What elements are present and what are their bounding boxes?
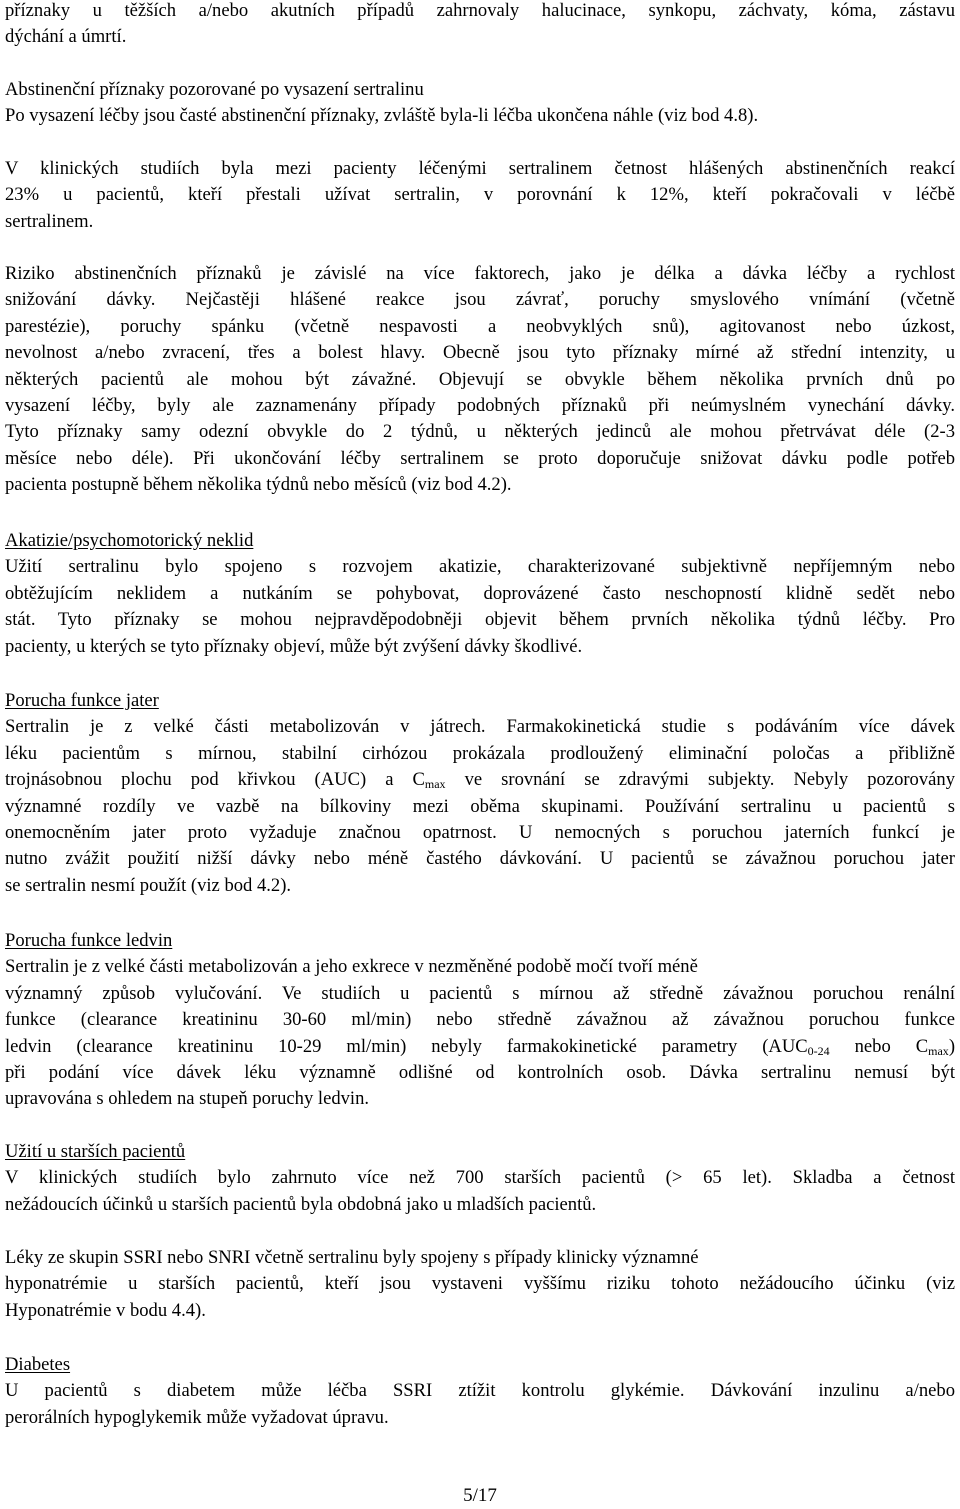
text-line: snižování dávky. Nejčastěji hlášené reakce jsou závrať, poruchy smyslového vnímání (včetně	[5, 289, 955, 311]
page-number: 5/17	[463, 1485, 497, 1506]
section-akathisia	[5, 528, 955, 660]
text-line: nutno zvážit použití nižší dávky nebo méně častého dávkování. U pacientů se závažnou poruchou jater	[5, 848, 955, 870]
section-heading: Akatizie/psychomotorický neklid	[5, 530, 254, 551]
text-line: U pacientů s diabetem může léčba SSRI ztížit kontrolu glykémie. Dávkování inzulinu a/nebo	[5, 1380, 955, 1402]
text-line: stát. Tyto příznaky se mohou nejpravděpodobněji objevit během prvních několika týdnů léčby. Pro	[5, 609, 955, 631]
subscript: 0-24	[807, 1043, 830, 1058]
text-line: obtěžujícím neklidem a nutkáním se pohybovat, doprovázené často neschopností klidně sedět nebo	[5, 582, 955, 604]
text-line: při podání více dávek léku významně odlišné od kontrolních osob. Dávka sertralinu nemusí být	[5, 1062, 955, 1084]
text-line: Tyto příznaky samy odezní obvykle do 2 týdnů, u některých jedinců ale mohou přetrvávat déle (2-3	[5, 421, 955, 443]
text-line: nežádoucích účinků u starších pacientů byla obdobná jako u mladších pacientů.	[5, 1193, 597, 1215]
section-withdrawal	[5, 77, 955, 130]
text-fragment: )	[948, 1035, 956, 1057]
text-line: některých pacientů ale mohou být závažné. Objevují se obvykle během několika prvních dnů po	[5, 368, 955, 390]
text-line: významné rozdíly ve vazbě na bílkoviny mezi oběma skupinami. Používání sertralinu u pacientů s	[5, 795, 955, 817]
withdrawal-paragraph-2	[5, 156, 955, 235]
text-line: parestézie), poruchy spánku (včetně nespavosti a neobvyklých snů), agitovanost nebo úzkost,	[5, 315, 955, 337]
text-line: se sertralin nesmí použít (viz bod 4.2).	[5, 874, 292, 896]
text-line-with-subscript	[5, 1034, 955, 1060]
text-line: perorálních hypoglykemik může vyžadovat úpravu.	[5, 1406, 389, 1428]
section-heading: Užití u starších pacientů	[5, 1141, 186, 1162]
section-diabetes	[5, 1352, 955, 1431]
subscript: max	[424, 777, 446, 792]
section-heading: Abstinenční příznaky pozorované po vysazení sertralinu	[5, 79, 424, 100]
section-kidney	[5, 928, 955, 1113]
text-line: léku pacientům s mírnou, stabilní cirhózou prokázala prodloužený eliminační poločas a přibližně	[5, 742, 955, 764]
text-line: Sertralin je z velké části metabolizován v játrech. Farmakokinetická studie s podáváním více dávek	[5, 716, 955, 738]
text-line: funkce (clearance kreatininu 30-60 ml/min) nebo středně závažnou až závažnou poruchou funkce	[5, 1009, 955, 1031]
section-elderly	[5, 1139, 955, 1218]
withdrawal-paragraph-3	[5, 261, 955, 499]
text-line: sertralinem.	[5, 210, 94, 232]
subscript: max	[928, 1043, 949, 1058]
text-line: Riziko abstinenčních příznaků je závislé na více faktorech, jako je délka a dávka léčby a rychlost	[5, 263, 955, 284]
intro-paragraph	[5, 0, 955, 51]
section-heading: Diabetes	[5, 1354, 71, 1375]
text-line: příznaky u těžších a/nebo akutních případů zahrnovaly halucinace, synkopu, záchvaty, kóma, zástavu	[5, 0, 955, 21]
text-line: pacienta postupně během několika týdnů nebo měsíců (viz bod 4.2).	[5, 474, 512, 496]
section-liver	[5, 688, 955, 899]
text-line: pacienty, u kterých se tyto příznaky objeví, může být zvýšení dávky škodlivé.	[5, 635, 583, 657]
text-fragment: ve srovnání se zdravými subjekty. Nebyly pozorovány	[445, 769, 955, 791]
section-heading: Porucha funkce ledvin	[5, 930, 173, 951]
text-fragment: nebo C	[829, 1035, 929, 1057]
text-line: Užití sertralinu bylo spojeno s rozvojem akatizie, charakterizované subjektivně nepříjemným nebo	[5, 556, 955, 578]
text-line: upravována s ohledem na stupeň poruchy ledvin.	[5, 1088, 370, 1110]
text-line: dýchání a úmrtí.	[5, 26, 127, 48]
section-heading: Porucha funkce jater	[5, 690, 159, 711]
text-line: Po vysazení léčby jsou časté abstinenční příznaky, zvláště byla-li léčba ukončena náhle (viz bod 4.8).	[5, 105, 759, 127]
text-line: hyponatrémie u starších pacientů, kteří jsou vystaveni vyššímu riziku tohoto nežádoucího účinku (viz	[5, 1273, 955, 1295]
text-line: Sertralin je z velké části metabolizován a jeho exkrece v nezměněné podobě močí tvoří méně	[5, 956, 698, 978]
text-line: měsíce nebo déle). Při ukončování léčby sertralinem se proto doporučuje snižovat dávku podle potřeb	[5, 447, 955, 469]
text-line: V klinických studiích bylo zahrnuto více než 700 starších pacientů (> 65 let). Skladba a četnost	[5, 1167, 955, 1189]
text-line: Léky ze skupin SSRI nebo SNRI včetně sertralinu byly spojeny s případy klinicky významné	[5, 1247, 699, 1268]
text-line: onemocněním jater proto vyžaduje značnou opatrnost. U nemocných s poruchou jaterních funkcí je	[5, 822, 955, 844]
text-fragment: trojnásobnou plochu pod křivkou (AUC) a C	[5, 769, 425, 791]
text-line: 23% u pacientů, kteří přestali užívat sertralin, v porovnání k 12%, kteří pokračovali v léčbě	[5, 184, 955, 206]
text-line: V klinických studiích byla mezi pacienty léčenými sertralinem četnost hlášených abstinenčních reakcí	[5, 158, 955, 179]
text-line: Hyponatrémie v bodu 4.4).	[5, 1299, 206, 1321]
text-fragment: ledvin (clearance kreatininu 10-29 ml/min) nebyly farmakokinetické parametry (AUC	[5, 1035, 808, 1057]
text-line-with-subscript	[5, 767, 955, 793]
text-line: nevolnost a/nebo zvracení, třes a bolest hlavy. Obecně jsou tyto příznaky mírné až střední intenzity, u	[5, 342, 955, 364]
text-line: významný způsob vylučování. Ve studiích u pacientů s mírnou až středně závažnou poruchou renální	[5, 982, 955, 1004]
elderly-paragraph-2	[5, 1245, 955, 1324]
text-line: vysazení léčby, byly ale zaznamenány případy podobných příznaků při neúmyslném vynechání dávky.	[5, 395, 955, 417]
